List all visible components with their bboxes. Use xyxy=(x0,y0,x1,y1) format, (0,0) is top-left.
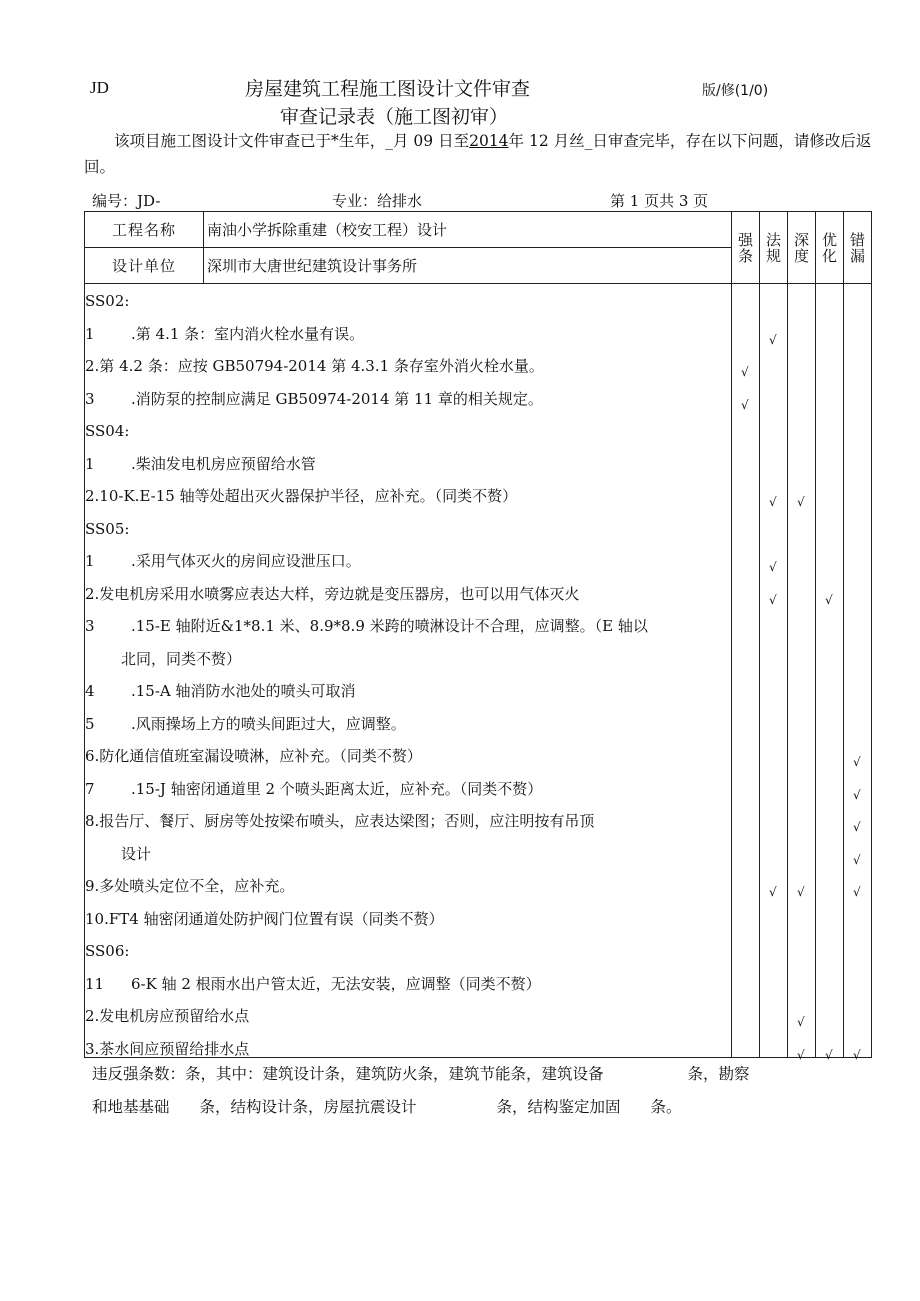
item-text: .15-A 轴消防水池处的喷头可取消 xyxy=(131,682,356,700)
item-text: SS05: xyxy=(85,519,130,538)
check-mark: √ xyxy=(853,755,861,769)
check-mark: √ xyxy=(825,592,833,607)
review-item xyxy=(121,650,241,668)
item-text: 9.多处喷头定位不全，应补充。 xyxy=(85,877,295,895)
review-item xyxy=(85,715,406,733)
item-number: 3 xyxy=(85,617,95,635)
check-mark: √ xyxy=(853,852,861,867)
col-header-sd: 深 度 xyxy=(788,212,816,284)
page-indicator: 第 1 页共 3 页 xyxy=(610,192,709,210)
review-item xyxy=(85,325,364,343)
review-item xyxy=(85,292,129,310)
record-number: 编号：JD- xyxy=(92,192,161,210)
review-item xyxy=(121,845,151,863)
item-number: 1 xyxy=(85,324,95,343)
item-text: .第 4.1 条：室内消火栓水量有误。 xyxy=(131,324,365,343)
item-number: 4 xyxy=(85,682,95,700)
item-text: SS02: xyxy=(85,292,130,310)
item-text: 10.FT4 轴密闭通道处防护阀门位置有误（同类不赘） xyxy=(85,909,444,928)
col-cl xyxy=(844,284,872,1062)
check-mark: √ xyxy=(769,560,777,574)
review-item xyxy=(85,682,356,700)
item-text: .15-E 轴附近&1*8.1 米、8.9*8.9 米跨的喷淋设计不合理，应调整。（E 轴以 xyxy=(131,617,648,635)
item-text: .消防泵的控制应满足 GB50974-2014 第 11 章的相关规定。 xyxy=(131,389,543,408)
review-item xyxy=(85,877,294,895)
review-item xyxy=(85,780,542,798)
item-text: .柴油发电机房应预留给水管 xyxy=(131,454,316,473)
col-header-yh: 优 化 xyxy=(816,212,844,284)
col-header-qt: 强 条 xyxy=(732,212,760,284)
check-mark: √ xyxy=(769,592,777,607)
item-number: 11 xyxy=(85,974,105,993)
check-mark: √ xyxy=(825,1047,833,1062)
review-item xyxy=(85,747,422,765)
check-mark: √ xyxy=(741,397,749,412)
item-text: SS06: xyxy=(85,942,130,960)
design-unit-value: 深圳市大唐世纪建筑设计事务所 xyxy=(204,248,732,284)
check-mark: √ xyxy=(797,495,805,509)
footer-line-1: 违反强条数：条，其中：建筑设计条，建筑防火条，建筑节能条，建筑设备 条，勘察 xyxy=(92,1065,750,1083)
check-mark: √ xyxy=(741,365,749,379)
review-item xyxy=(85,975,541,993)
review-item xyxy=(85,552,361,570)
item-text: 2.发电机房应预留给水点 xyxy=(85,1007,250,1025)
item-text: 2.10-K.E-15 轴等处超出灭火器保护半径，应补充。（同类不赘） xyxy=(85,487,518,505)
item-number: 7 xyxy=(85,779,95,798)
check-mark: √ xyxy=(797,885,805,899)
check-mark: √ xyxy=(797,1047,805,1062)
review-item xyxy=(85,422,129,440)
intro-year: 2014 xyxy=(469,132,509,150)
review-item xyxy=(85,390,543,408)
design-unit-label: 设计单位 xyxy=(85,248,204,284)
item-number: 5 xyxy=(85,714,95,733)
review-item xyxy=(85,1040,249,1058)
document-subtitle: 审查记录表（施工图初审） xyxy=(280,106,509,128)
document-title: 房屋建筑工程施工图设计文件审查 xyxy=(245,78,531,100)
footer-line-2: 和地基基础 条，结构设计条，房屋抗震设计 条，结构鉴定加固 条。 xyxy=(92,1098,682,1116)
check-mark: √ xyxy=(797,1015,805,1029)
review-item xyxy=(85,617,648,635)
review-items xyxy=(85,284,732,1058)
version-label: 版/修(1/0) xyxy=(702,83,769,99)
item-text: 2.第 4.2 条：应按 GB50794-2014 第 4.3.1 条存室外消火栓水量。 xyxy=(85,357,544,375)
intro-paragraph xyxy=(84,128,874,180)
project-name-value: 南油小学拆除重建（校安工程）设计 xyxy=(204,212,732,248)
check-mark: √ xyxy=(769,332,777,347)
item-text: .采用气体灭火的房间应设泄压口。 xyxy=(131,552,361,570)
col-header-cl: 错 漏 xyxy=(844,212,872,284)
check-mark: √ xyxy=(853,820,861,834)
item-text: .风雨操场上方的喷头间距过大，应调整。 xyxy=(131,714,406,733)
item-text: SS04: xyxy=(85,422,130,440)
col-qt xyxy=(732,284,760,1058)
review-item xyxy=(85,812,594,830)
check-mark: √ xyxy=(853,885,861,899)
item-number: 1 xyxy=(85,552,95,570)
review-item xyxy=(85,942,129,960)
discipline: 专业：给排水 xyxy=(332,192,423,210)
review-item xyxy=(85,487,517,505)
col-header-fg: 法 规 xyxy=(760,212,788,284)
form-code: JD xyxy=(90,78,109,97)
item-text: 8.报告厅、餐厅、厨房等处按梁布喷头，应表达梁图；否则，应注明按有吊顶 xyxy=(85,812,595,830)
review-item xyxy=(85,520,129,538)
item-number: 1 xyxy=(85,454,95,473)
col-sd xyxy=(788,284,816,1062)
item-text: 3.茶水间应预留给排水点 xyxy=(85,1039,250,1058)
review-item xyxy=(85,585,579,603)
item-text: 6.防化通信值班室漏设喷淋，应补充。（同类不赘） xyxy=(85,747,422,765)
review-item xyxy=(85,455,316,473)
review-table xyxy=(84,211,872,1062)
col-yh xyxy=(816,284,844,1062)
item-text: 2.发电机房采用水喷雾应表达大样，旁边就是变压器房，也可以用气体灭火 xyxy=(85,584,580,603)
check-mark: √ xyxy=(853,787,861,802)
item-text: 北同，同类不赘） xyxy=(121,649,242,668)
review-item xyxy=(85,357,544,375)
item-text: 设计 xyxy=(121,844,152,863)
item-number: 3 xyxy=(85,389,95,408)
project-name-label: 工程名称 xyxy=(85,212,204,248)
check-mark: √ xyxy=(853,1047,861,1062)
item-text: .15-J 轴密闭通道里 2 个喷头距离太近，应补充。（同类不赘） xyxy=(131,779,543,798)
col-fg xyxy=(760,284,788,1058)
review-item xyxy=(85,910,444,928)
check-mark: √ xyxy=(769,495,777,509)
review-item xyxy=(85,1007,249,1025)
intro-part1: 该项目施工图设计文件审查已于*生年，_月 09 日至 xyxy=(114,132,470,150)
check-mark: √ xyxy=(769,885,777,899)
item-text: 6-K 轴 2 根雨水出户管太近，无法安装，应调整（同类不赘） xyxy=(131,974,541,993)
intro-part2: 年 12 月丝_日审查完毕，存在以下问题，请修改后返回。 xyxy=(84,132,872,176)
